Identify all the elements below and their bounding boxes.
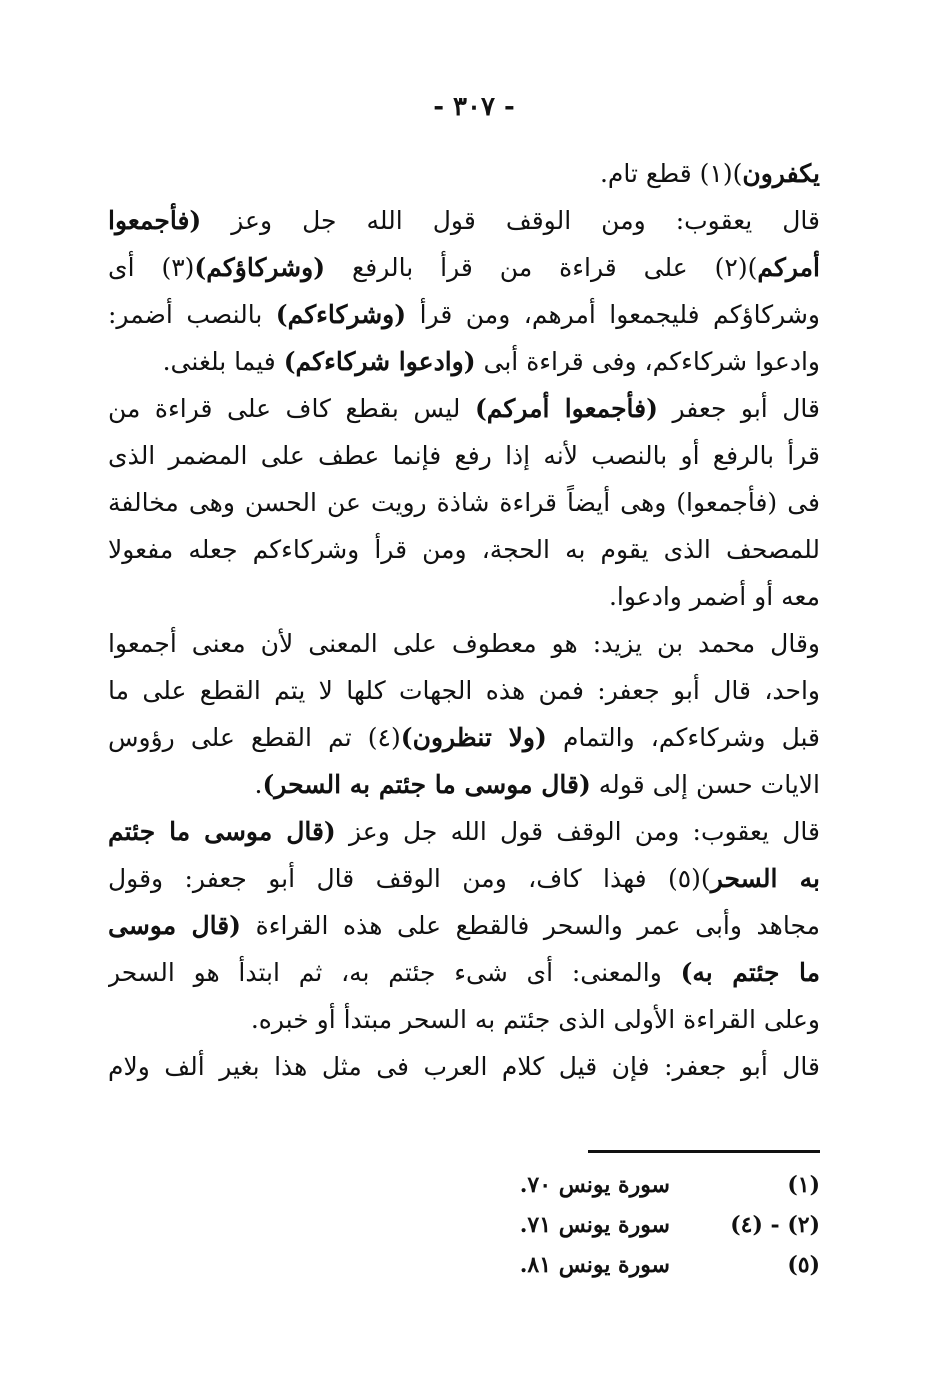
footnote-reference: سورة يونس ٧١.	[519, 1212, 670, 1238]
text-run: قرأ بالرفع أو بالنصب لأنه إذا رفع فإنما عطف على المضمر الذى	[108, 441, 820, 470]
page-number: - ٣٠٧ -	[433, 92, 515, 122]
text-run: قال يعقوب: ومن الوقف قول الله جل وعز	[201, 206, 820, 235]
footnote-number: (١)	[787, 1172, 820, 1198]
bold-quran-phrase: (قال موسى	[108, 911, 242, 940]
text-run: فيما بلغنى.	[162, 347, 284, 376]
footnotes	[480, 1165, 820, 1285]
text-run: وعلى القراءة الأولى الذى جئتم به السحر مبتدأ أو خبره.	[250, 1005, 820, 1034]
text-run: )(١) قطع تام.	[599, 159, 743, 188]
bold-quran-phrase: (ولا تنظرون)	[400, 723, 547, 752]
bold-quran-phrase: (وشركاؤكم)	[194, 253, 326, 282]
text-run: واحد، قال أبو جعفر: فمن هذه الجهات كلها لا يتم القطع على ما	[108, 676, 820, 705]
text-line	[108, 855, 820, 902]
text-run: )(٥) فهذا كاف، ومن الوقف قال أبو جعفر: وقول	[108, 864, 711, 893]
text-line	[108, 667, 820, 714]
text-run: مجاهد وأبى عمر والسحر فالقطع على هذه القراءة	[241, 911, 820, 940]
text-line	[108, 244, 820, 291]
footnote-divider	[588, 1150, 820, 1153]
text-run: وادعوا شركاءكم، وفى قراءة أبى	[475, 347, 820, 376]
bold-quran-phrase: (فأجمعوا أمركم)	[474, 394, 658, 423]
text-run: للمصحف الذى يقوم به الحجة، ومن قرأ وشركاءكم جعله مفعولا	[108, 535, 820, 564]
text-line	[108, 385, 820, 432]
text-line	[108, 291, 820, 338]
text-line	[108, 197, 820, 244]
text-run: قال أبو جعفر: فإن قيل كلام العرب فى مثل هذا بغير ألف ولام	[108, 1052, 820, 1081]
text-run: .	[254, 770, 263, 799]
footnote-reference: سورة يونس ٧٠.	[519, 1172, 670, 1198]
text-run: )(٢) على قراءة من قرأ بالرفع	[325, 253, 758, 282]
main-text	[108, 150, 820, 1090]
text-line	[108, 1043, 820, 1090]
bold-quran-phrase: يكفرون	[742, 159, 820, 188]
bold-quran-phrase: (قال موسى ما جئتم	[108, 817, 336, 846]
bold-quran-phrase: (وادعوا شركاءكم)	[283, 347, 476, 376]
footnote-number: (٢) - (٤)	[730, 1212, 820, 1238]
footnote-row	[480, 1245, 820, 1285]
text-line	[108, 150, 820, 197]
text-line	[108, 714, 820, 761]
text-run: (٣) أى	[108, 253, 195, 282]
text-run: فى (فأجمعوا) وهى أيضاً قراءة شاذة رويت عن الحسن وهى مخالفة	[108, 488, 820, 517]
text-line	[108, 761, 820, 808]
bold-quran-phrase: أمركم	[757, 253, 820, 282]
text-run: قبل وشركاءكم، والتمام	[546, 723, 820, 752]
text-line	[108, 996, 820, 1043]
bold-quran-phrase: (وشركاءكم)	[275, 300, 407, 329]
footnote-number: (٥)	[787, 1252, 820, 1278]
footnote-row	[480, 1165, 820, 1205]
text-line	[108, 479, 820, 526]
bold-quran-phrase: (قال موسى ما جئتم به السحر)	[262, 770, 591, 799]
text-run: والمعنى: أى شىء جئتم به، ثم ابتدأ هو السحر	[108, 958, 681, 987]
text-line	[108, 432, 820, 479]
text-run: الايات حسن إلى قوله	[590, 770, 820, 799]
footnote-row	[480, 1205, 820, 1245]
text-run: بالنصب أضمر:	[108, 300, 276, 329]
bold-quran-phrase: به السحر	[710, 864, 820, 893]
text-run: معه أو أضمر وادعوا.	[608, 582, 820, 611]
bold-quran-phrase: ما جئتم به)	[680, 958, 820, 987]
text-run: وشركاؤكم فليجمعوا أمرهم، ومن قرأ	[406, 300, 820, 329]
text-line	[108, 902, 820, 949]
text-run: قال يعقوب: ومن الوقف قول الله جل وعز	[335, 817, 820, 846]
text-line	[108, 949, 820, 996]
footnote-reference: سورة يونس ٨١.	[519, 1252, 670, 1278]
text-line	[108, 526, 820, 573]
text-line	[108, 338, 820, 385]
text-run: (٤) تم القطع على رؤوس	[108, 723, 401, 752]
text-line	[108, 808, 820, 855]
text-run: قال أبو جعفر	[657, 394, 820, 423]
text-run: وقال محمد بن يزيد: هو معطوف على المعنى لأن معنى أجمعوا	[108, 629, 820, 658]
bold-quran-phrase: (فأجمعوا	[108, 206, 202, 235]
text-line	[108, 573, 820, 620]
text-run: ليس بقطع كاف على قراءة من	[108, 394, 475, 423]
text-line	[108, 620, 820, 667]
